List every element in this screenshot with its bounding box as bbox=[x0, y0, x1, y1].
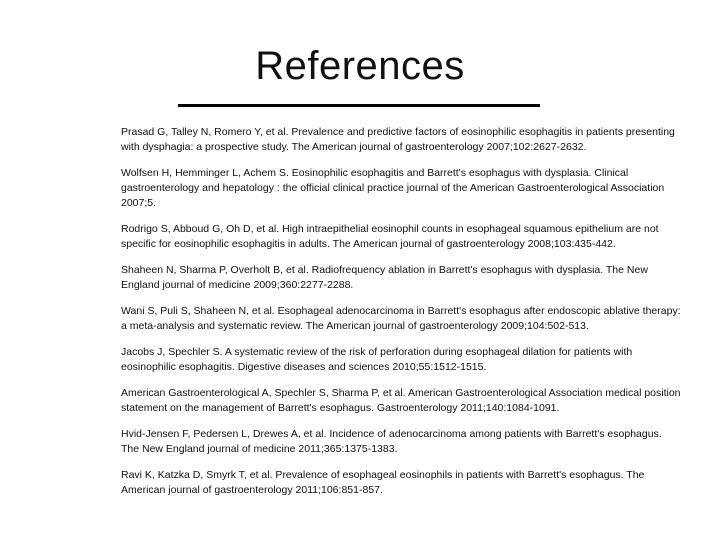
reference-item: Prasad G, Talley N, Romero Y, et al. Prevalence and predictive factors of eosinophilic esophagitis in patients presenting with dysphagia: a prospective study. The American journal of gastroenterology 2007;102:2627-2632. bbox=[121, 126, 675, 153]
reference-item: Ravi K, Katzka D, Smyrk T, et al. Prevalence of esophageal eosinophils in patients with Barrett's esophagus. The American journal of gastroenterology 2011;106:851-857. bbox=[121, 469, 645, 496]
reference-item: Wolfsen H, Hemminger L, Achem S. Eosinophilic esophagitis and Barrett's esophagus with dysplasia. Clinical gastroenterology and hepatology : the official clinical practice journal of the American Gastroenterological Association 2007;5. bbox=[121, 167, 665, 209]
reference-item: Rodrigo S, Abboud G, Oh D, et al. High intraepithelial eosinophil counts in esophageal squamous epithelium are not specific for eosinophilic esophagitis in adults. The American journal of gastroenterology 2008;103:435-442. bbox=[121, 223, 659, 250]
reference-item: Shaheen N, Sharma P, Overholt B, et al. Radiofrequency ablation in Barrett's esophagus with dysplasia. The New England journal of medicine 2009;360:2277-2288. bbox=[121, 264, 648, 291]
title-underline bbox=[178, 104, 540, 107]
slide-title: References bbox=[255, 44, 465, 88]
reference-item: American Gastroenterological A, Spechler S, Sharma P, et al. American Gastroenterological Association medical position statement on the management of Barrett's esophagus. Gastroenterology 2011;140:1084-1091. bbox=[121, 387, 681, 414]
reference-item: Wani S, Puli S, Shaheen N, et al. Esophageal adenocarcinoma in Barrett's esophagus after endoscopic ablative therapy: a meta-analysis and systematic review. The American journal of gastroenterology 2009;104:502-513. bbox=[121, 305, 681, 332]
reference-item: Hvid-Jensen F, Pedersen L, Drewes A, et al. Incidence of adenocarcinoma among patients with Barrett's esophagus. The New England journal of medicine 2011;365:1375-1383. bbox=[121, 428, 662, 455]
reference-item: Jacobs J, Spechler S. A systematic review of the risk of perforation during esophageal dilation for patients with eosinophilic esophagitis. Digestive diseases and sciences 2010;55:1512-1515. bbox=[121, 346, 633, 373]
reference-list bbox=[121, 125, 681, 509]
